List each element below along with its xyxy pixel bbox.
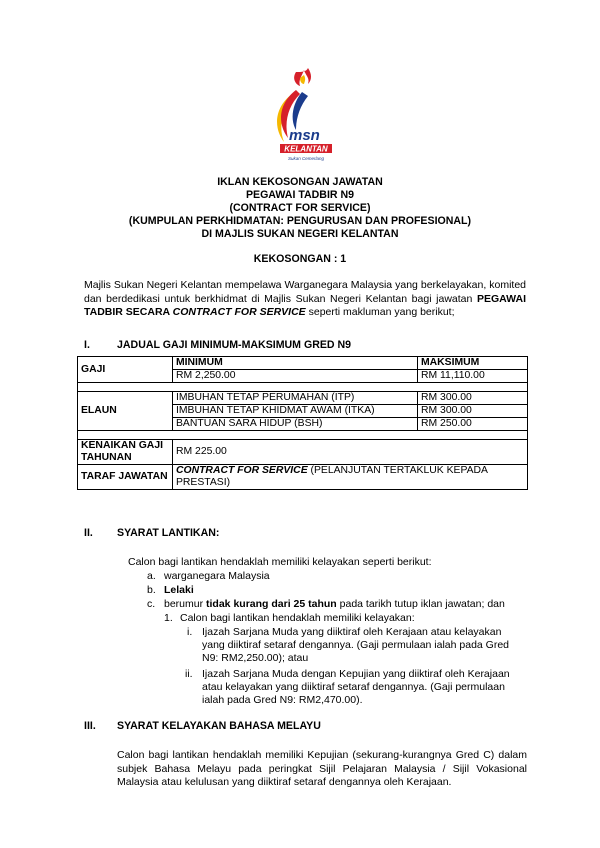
kenaikan-label: KENAIKAN GAJI TAHUNAN	[78, 440, 173, 465]
header-post-name: PEGAWAI TADBIR N9	[245, 189, 355, 201]
salary-table	[77, 356, 528, 490]
gaji-label: GAJI	[78, 357, 173, 383]
list-item-marker: c.	[147, 598, 156, 610]
section-2-title: SYARAT LANTIKAN:	[117, 527, 220, 539]
section-3-paragraph: Calon bagi lantikan hendaklah memiliki Kepujian (sekurang-kurangnya Gred C) dalam subjek Bahasa Melayu pada peringkat Sijil Pelajaran Malaysia / Sijil Vokasional Malaysia atau kelulusan yang diiktiraf setaraf dengannya oleh Kerajaan.	[117, 749, 527, 788]
elaun-item-value: RM 300.00	[418, 392, 528, 405]
header-title: IKLAN KEKOSONGAN JAWATAN	[217, 176, 383, 188]
list-item-text: Lelaki	[164, 584, 194, 596]
section-3-number: III.	[84, 720, 96, 732]
list-item-marker: b.	[147, 584, 156, 596]
vacancy-count: KEKOSONGAN : 1	[253, 253, 347, 265]
sub-item-text: Calon bagi lantikan hendaklah memiliki kelayakan:	[180, 612, 415, 624]
roman-item-marker: i.	[187, 626, 193, 638]
logo-tagline-text: Sukan Cemerlang	[287, 156, 325, 161]
logo-region-text: KELANTAN	[284, 144, 328, 154]
max-header: MAKSIMUM	[418, 357, 528, 370]
intro-text-end: seperti makluman yang berikut;	[305, 306, 455, 318]
elaun-item-name: IMBUHAN TETAP KHIDMAT AWAM (ITKA)	[173, 405, 418, 418]
roman-item-text: Ijazah Sarjana Muda dengan Kepujian yang diiktiraf oleh Kerajaan atau kelayakan yang diiktiraf setaraf dengannya. (Gaji permulaan ialah pada Gred N9: RM2,470.00).	[202, 668, 510, 706]
taraf-value	[173, 465, 528, 490]
elaun-item-name: IMBUHAN TETAP PERUMAHAN (ITP)	[173, 392, 418, 405]
intro-post-bold: PEGAWAI TADBIR SECARA	[84, 292, 526, 318]
intro-paragraph	[84, 279, 526, 320]
header-service-group: (KUMPULAN PERKHIDMATAN: PENGURUSAN DAN PROFESIONAL)	[128, 215, 472, 227]
age-bold: tidak kurang dari 25 tahun	[206, 598, 337, 610]
min-header: MINIMUM	[173, 357, 418, 370]
logo-emblem	[262, 64, 342, 168]
taraf-contract: CONTRACT FOR SERVICE	[176, 465, 308, 476]
list-item-text	[164, 598, 505, 611]
section-1-number: I.	[84, 339, 90, 351]
section-1-title: JADUAL GAJI MINIMUM-MAKSIMUM GRED N9	[117, 339, 352, 351]
roman-item-text: Ijazah Sarjana Muda yang diiktiraf oleh Kerajaan atau kelayakan yang diiktiraf setaraf dengannya. (Gaji permulaan ialah pada Gred N9: RM2,250.00); atau	[202, 626, 510, 664]
section-3-title: SYARAT KELAYAKAN BAHASA MELAYU	[117, 720, 321, 732]
min-salary-value: RM 2,250.00	[173, 370, 418, 383]
age-pre: berumur	[164, 598, 207, 610]
list-item-marker: a.	[147, 570, 156, 582]
intro-text: Majlis Sukan Negeri Kelantan mempelawa Warganegara Malaysia yang berkelayakan, komited dan berdedikasi untuk berkhidmat di Majlis Sukan Negeri Kelantan bagi jawatan	[84, 279, 526, 305]
elaun-item-name: BANTUAN SARA HIDUP (BSH)	[173, 418, 418, 431]
intro-contract-bold-italic: CONTRACT FOR SERVICE	[172, 306, 306, 318]
elaun-label: ELAUN	[78, 392, 173, 431]
elaun-item-value: RM 250.00	[418, 418, 528, 431]
logo-brand-text: msn	[289, 127, 320, 144]
kenaikan-value: RM 225.00	[173, 440, 528, 465]
section-2-number: II.	[84, 527, 93, 539]
header-organisation: DI MAJLIS SUKAN NEGERI KELANTAN	[201, 228, 399, 240]
header-contract-type: (CONTRACT FOR SERVICE)	[229, 202, 371, 214]
msn-kelantan-logo	[262, 64, 342, 168]
taraf-note: (PELANJUTAN TERTAKLUK KEPADA PRESTASI)	[176, 465, 488, 488]
taraf-label: TARAF JAWATAN	[78, 465, 173, 490]
age-post: pada tarikh tutup iklan jawatan; dan	[336, 598, 505, 610]
section-2-intro: Calon bagi lantikan hendaklah memiliki kelayakan seperti berikut:	[128, 556, 432, 568]
list-item-text: warganegara Malaysia	[164, 570, 270, 582]
roman-item-marker: ii.	[185, 668, 193, 680]
sub-item-marker: 1.	[164, 612, 173, 624]
max-salary-value: RM 11,110.00	[418, 370, 528, 383]
elaun-item-value: RM 300.00	[418, 405, 528, 418]
